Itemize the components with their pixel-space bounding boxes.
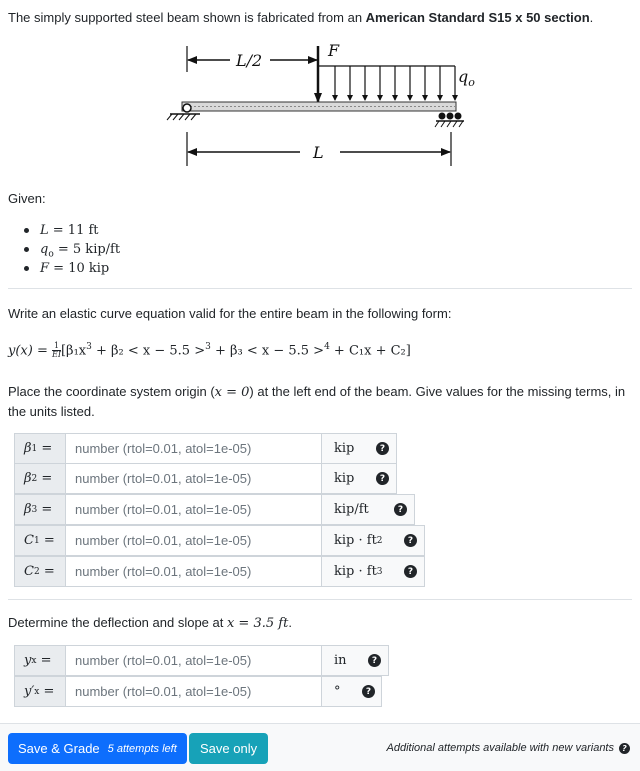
- given-item: $q_o = 5$ kip/ft: [24, 240, 120, 259]
- eq-term2: + β₂ < x − 5.5 >: [91, 343, 206, 359]
- answer-label: β 3 =: [14, 494, 65, 525]
- elastic-curve-equation: y(x) = $\frac{1}{EI}$ $[\beta_1x^3 + \beta_2 < x - 5.5 >^3 + \beta_3 < x - 5.5 >^4 + C_1x + C_2]$: [8, 341, 411, 360]
- span-label: L: [313, 143, 324, 162]
- unit-label: kip: [322, 463, 397, 494]
- eq-fraction: $\frac{1}{EI}$: [51, 341, 61, 360]
- answer-label: C 2 =: [14, 556, 65, 587]
- help-icon[interactable]: ?: [362, 685, 375, 698]
- unit-label: kip · ft 3: [322, 556, 425, 587]
- prompt-deflection: Determine the deflection and slope at x = 3.5 ft.: [8, 615, 292, 631]
- answer-label: β 1 =: [14, 433, 65, 464]
- answer-row: [14, 676, 382, 707]
- eq-lhs: y(x) =: [8, 343, 52, 359]
- eq-body: [β₁x: [60, 343, 87, 359]
- given-item: F = 10 kip: [24, 259, 120, 278]
- answer-input[interactable]: number (rtol=0.01, atol=1e-05): [65, 525, 322, 556]
- answer-label: y′ x =: [14, 676, 65, 707]
- intro-end: .: [589, 10, 594, 25]
- answer-input[interactable]: number (rtol=0.01, atol=1e-05): [65, 556, 322, 587]
- help-icon[interactable]: ?: [619, 743, 630, 754]
- distributed-load-arrows: [335, 66, 455, 100]
- divider: [8, 599, 632, 600]
- eq-term3: + β₃ < x − 5.5 >: [210, 343, 325, 359]
- answer-input[interactable]: number (rtol=0.01, atol=1e-05): [65, 433, 322, 464]
- eq-term4: + C₁x + C₂]: [329, 343, 411, 359]
- help-icon[interactable]: ?: [404, 534, 417, 547]
- intro-text: The simply supported steel beam shown is fabricated from an: [8, 10, 366, 25]
- unit-label: in: [322, 645, 389, 676]
- help-icon[interactable]: ?: [394, 503, 407, 516]
- given-item: L = 11 ft: [24, 221, 120, 240]
- answer-input[interactable]: number (rtol=0.01, atol=1e-05): [65, 463, 322, 494]
- answer-label: y x =: [14, 645, 65, 676]
- unit-label: kip: [322, 433, 397, 464]
- prompt-coordinate: Place the coordinate system origin (x = 0) at the left end of the beam. Give values for the missing terms, in the units listed.: [8, 384, 626, 419]
- save-grade-button[interactable]: [8, 733, 187, 764]
- attempts-left: 5 attempts left: [107, 742, 177, 755]
- answer-input[interactable]: number (rtol=0.01, atol=1e-05): [65, 676, 322, 707]
- beam-figure: [160, 36, 490, 176]
- given-label: Given:: [8, 191, 46, 206]
- answer-row: [14, 494, 415, 525]
- help-icon[interactable]: ?: [376, 442, 389, 455]
- problem-intro: [8, 10, 593, 25]
- answer-row: [14, 525, 425, 556]
- given-list: [24, 221, 120, 278]
- answer-row: [14, 463, 397, 494]
- answer-label: C 1 =: [14, 525, 65, 556]
- unit-label: °: [322, 676, 382, 707]
- save-grade-label: Save & Grade: [18, 741, 100, 756]
- left-pin: [183, 104, 191, 112]
- help-icon[interactable]: ?: [368, 654, 381, 667]
- prompt-elastic-curve: Write an elastic curve equation valid for the entire beam in the following form:: [8, 306, 452, 321]
- unit-label: kip/ft: [322, 494, 415, 525]
- answer-row: [14, 433, 397, 464]
- answer-row: [14, 556, 425, 587]
- divider: [8, 288, 632, 289]
- half-span-label: L/2: [236, 51, 263, 70]
- unit-label: kip · ft 2: [322, 525, 425, 556]
- answer-label: β 2 =: [14, 463, 65, 494]
- intro-section-name: American Standard S15 x 50 section: [365, 10, 590, 25]
- answer-row: [14, 645, 389, 676]
- help-icon[interactable]: ?: [376, 472, 389, 485]
- answer-input[interactable]: number (rtol=0.01, atol=1e-05): [65, 494, 322, 525]
- load-label: $q_o$: [458, 67, 475, 89]
- save-only-button[interactable]: Save only: [189, 733, 268, 764]
- right-roller: [435, 113, 464, 128]
- footer-bar: [0, 723, 640, 771]
- additional-attempts-note: Additional attempts available with new variants ?: [387, 742, 630, 754]
- force-label: F: [328, 41, 340, 60]
- answer-input[interactable]: number (rtol=0.01, atol=1e-05): [65, 645, 322, 676]
- help-icon[interactable]: ?: [404, 565, 417, 578]
